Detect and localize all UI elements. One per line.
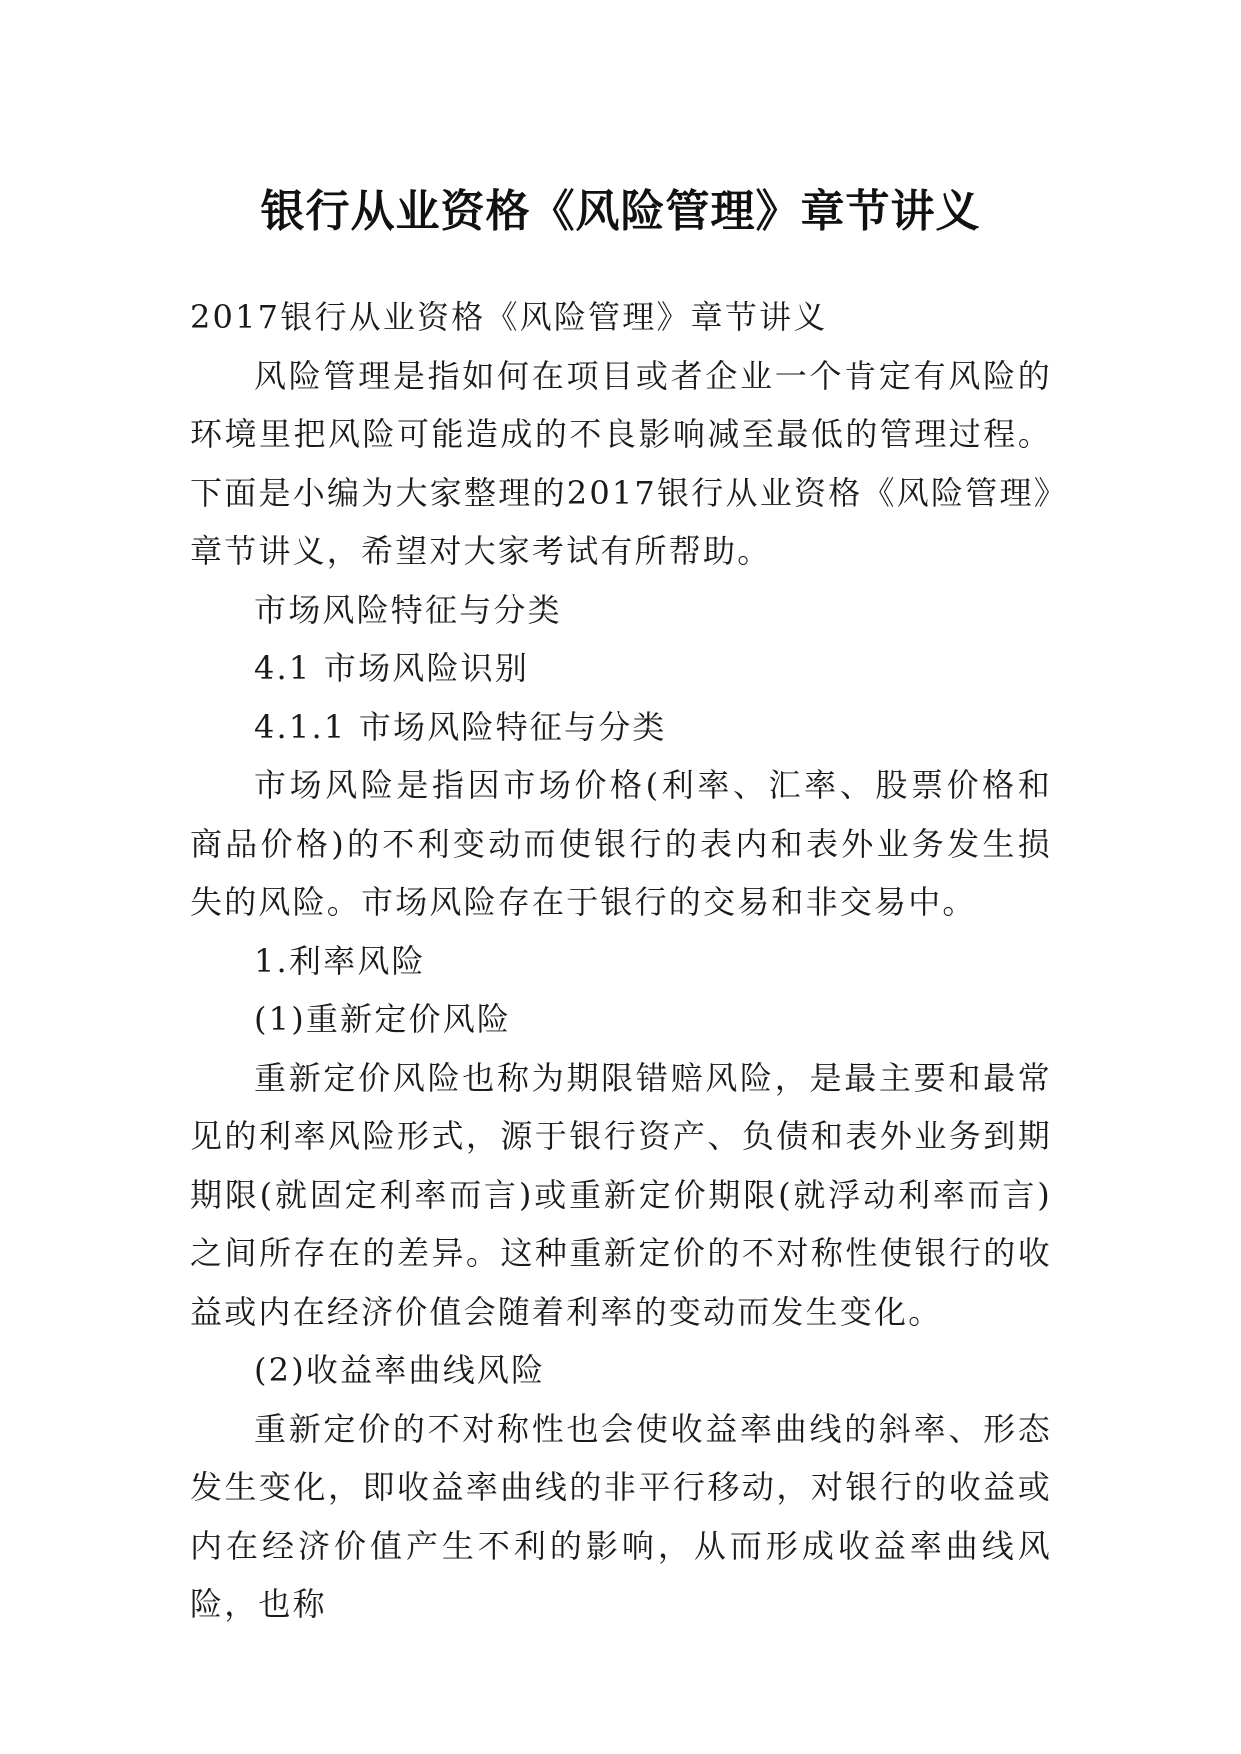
paragraph-yield-curve-risk: 重新定价的不对称性也会使收益率曲线的斜率、形态发生变化，即收益率曲线的非平行移动，对银行的收益或内在经济价值产生不利的影响，从而形成收益率曲线风险，也称: [190, 1409, 1052, 1623]
paragraph-heading-yield-curve-risk: (2)收益率曲线风险: [254, 1351, 546, 1389]
paragraph-heading-4-1: 4.1 市场风险识别: [254, 649, 530, 687]
paragraph-repricing-risk: 重新定价风险也称为期限错赔风险，是最主要和最常见的利率风险形式，源于银行资产、负债和表外业务到期期限(就固定利率而言)或重新定价期限(就浮动利率而言)之间所存在的差异。这种重新定价的不对称性使银行的收益或内在经济价值会随着利率的变动而发生变化。: [190, 1058, 1052, 1331]
paragraph-heading-interest-rate-risk: 1.利率风险: [254, 941, 426, 980]
paragraph-heading-4-1-1: 4.1.1 市场风险特征与分类: [254, 707, 667, 746]
paragraph-market-risk-definition: 市场风险是指因市场价格(利率、汇率、股票价格和商品价格)的不利变动而使银行的表内和表外业务发生损失的风险。市场风险存在于银行的交易和非交易中。: [190, 766, 1052, 921]
paragraph-heading-repricing-risk: (1)重新定价风险: [254, 1000, 512, 1038]
document-body: [190, 288, 1052, 1634]
document-title: 银行从业资格《风险管理》章节讲义: [260, 186, 981, 238]
paragraph-heading-market-risk: 市场风险特征与分类: [254, 590, 562, 629]
paragraph-subtitle: 2017银行从业资格《风险管理》章节讲义: [190, 298, 828, 336]
paragraph-intro: 风险管理是指如何在项目或者企业一个肯定有风险的环境里把风险可能造成的不良影响减至最低的管理过程。下面是小编为大家整理的2017银行从业资格《风险管理》章节讲义，希望对大家考试有所帮助。: [190, 356, 1052, 570]
